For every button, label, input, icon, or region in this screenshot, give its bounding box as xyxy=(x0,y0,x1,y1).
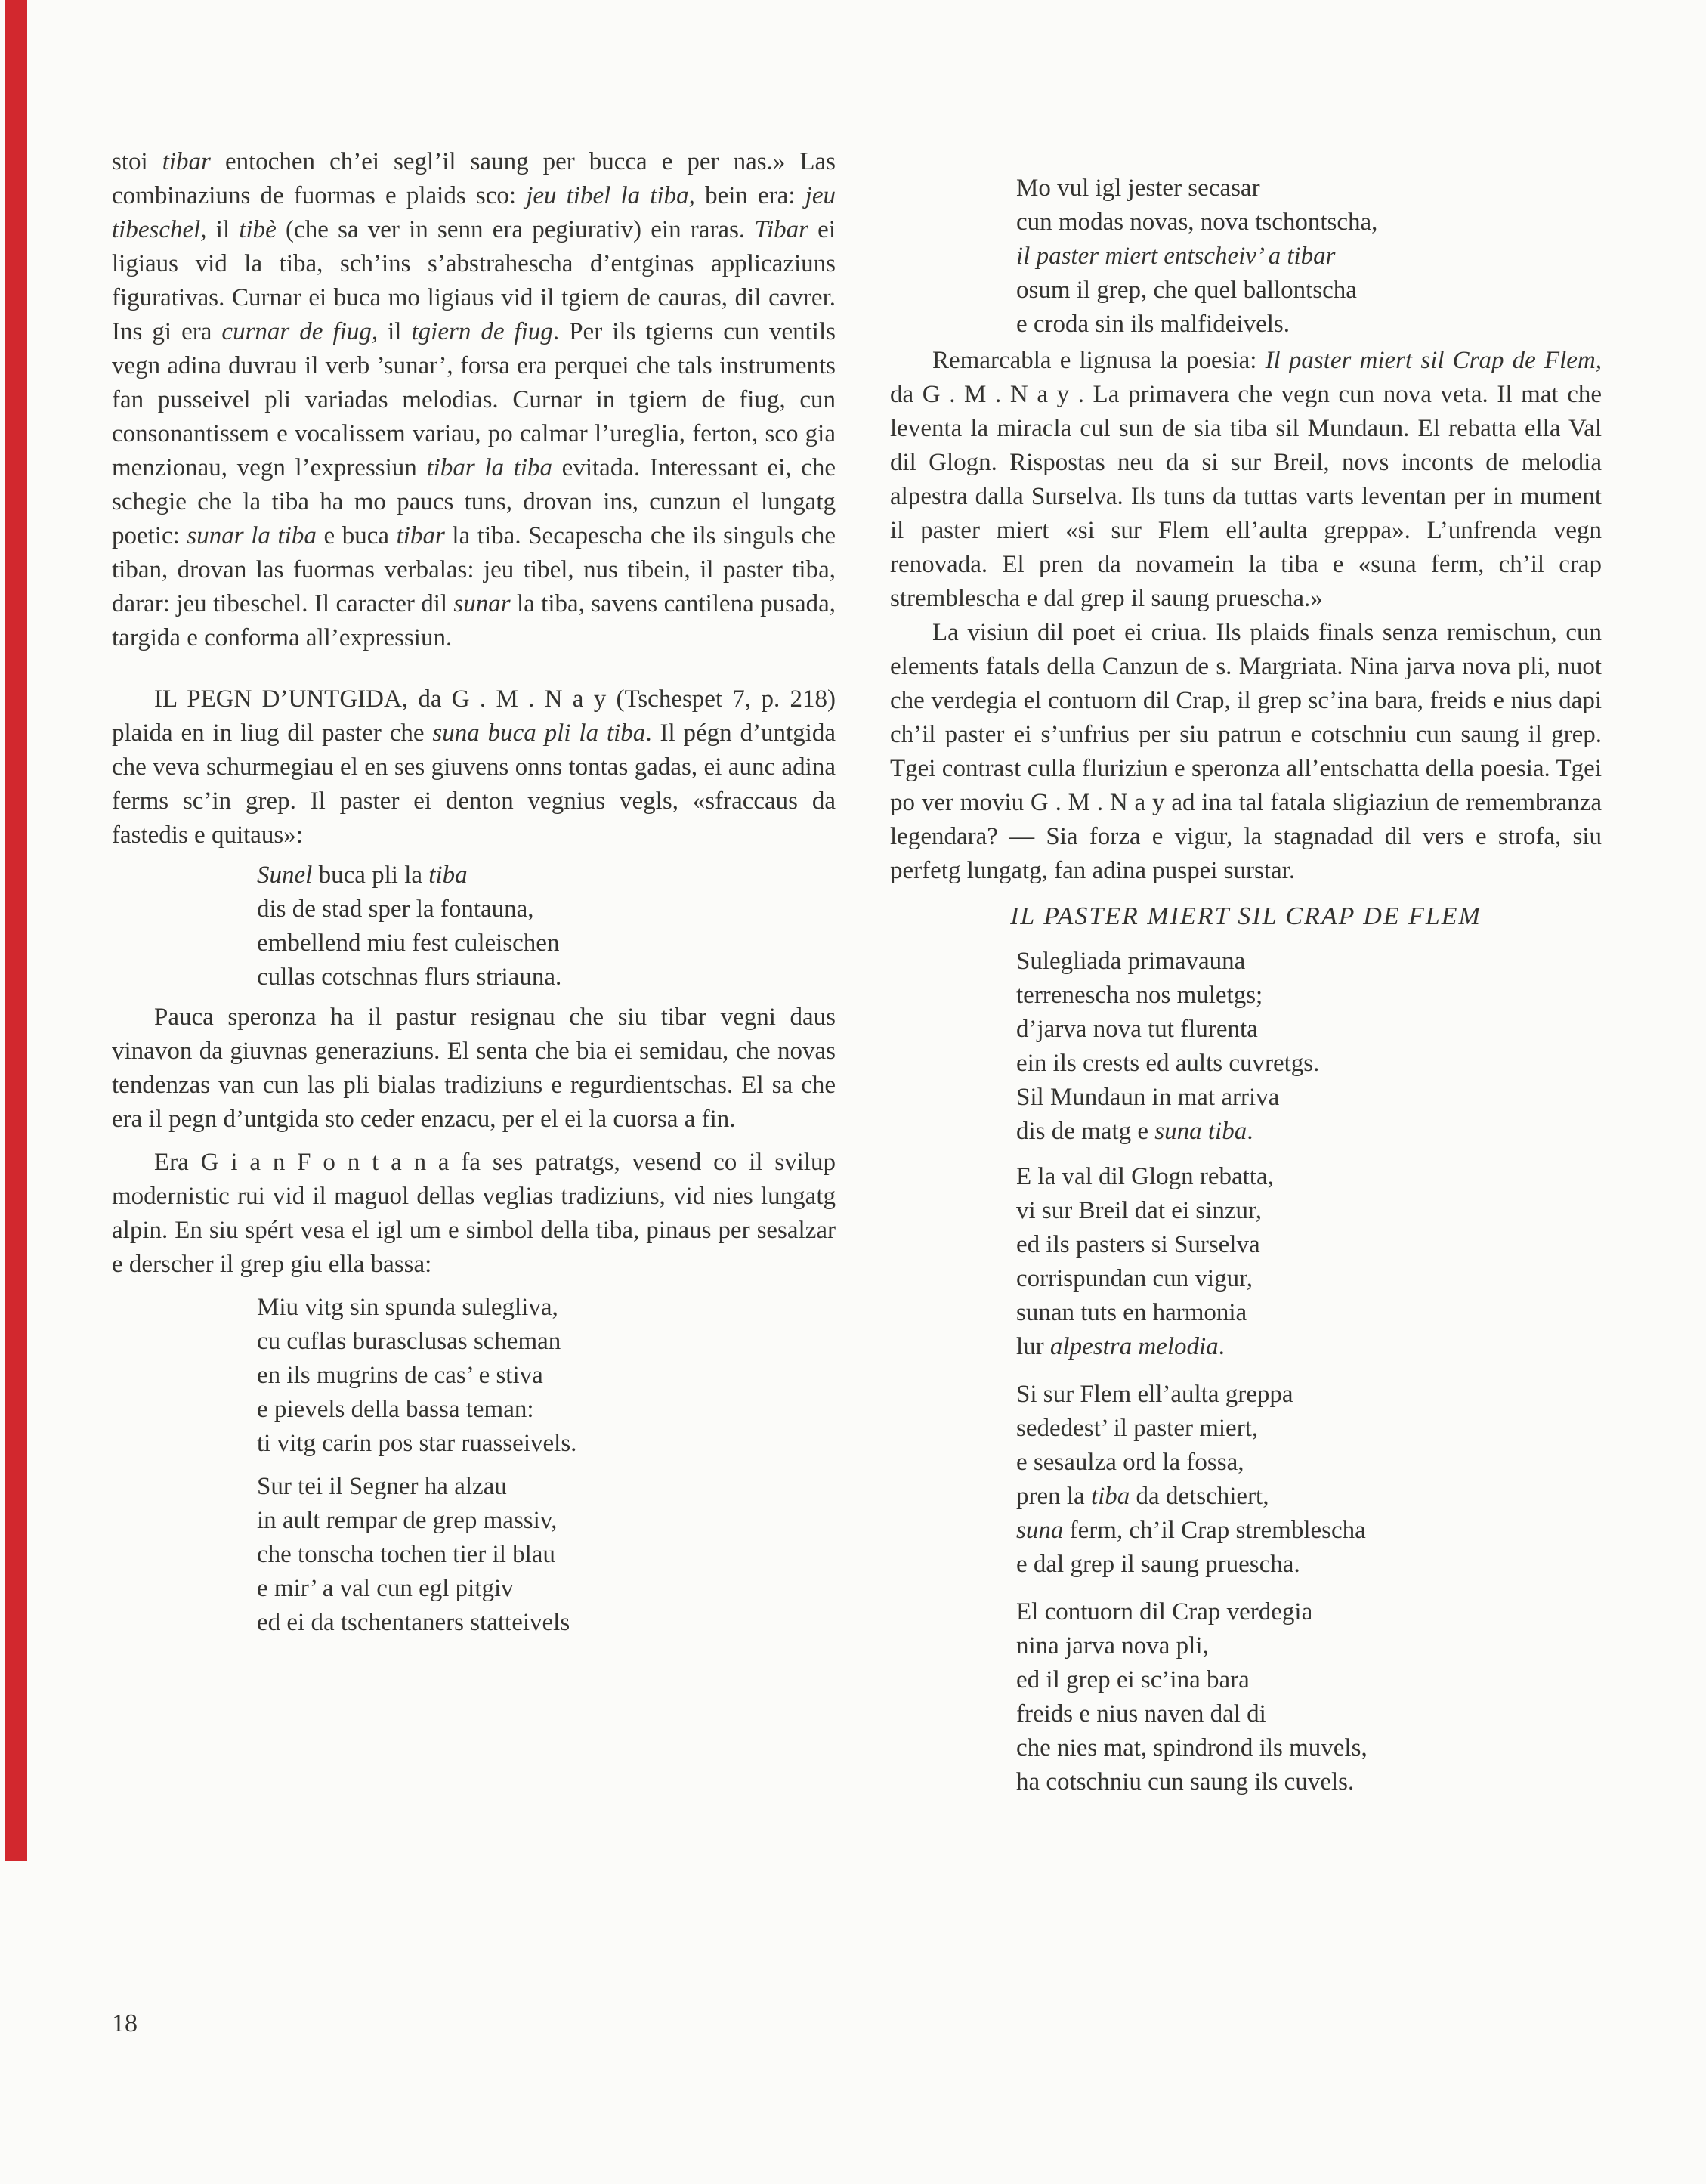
italic-text-run: curnar de fiug, xyxy=(221,318,379,345)
verse-line xyxy=(257,858,836,892)
text-run: da G . M . N a y . La primavera che vegn cun nova veta. Il mat che leventa la miracla cul sun de sia tiba sil Mundaun. El rebatta ella Val dil Glogn. Rispostas neu da si sur Breil, novs inconts de melodia alpestra dalla Surselva. Ils tuns da tuttas varts leventan per in mument il paster miert «si sur Flem ell’aulta greppa». L’unfrenda vegn renovada. El pren da novamein la tiba e «suna ferm, ch’il crap stremblescha e dal grep il saung pruescha.» xyxy=(890,381,1602,612)
verse-line xyxy=(1016,1480,1602,1514)
verse-stanza xyxy=(257,1291,836,1461)
verse-stanza xyxy=(1016,1160,1602,1364)
text-run: pren la xyxy=(1016,1483,1091,1510)
text-run: evitada. Interessant ei, che schegie che la tiba ha mo paucs tuns, drovan ins, cunzun el lungatg poetic: xyxy=(112,454,836,549)
text-run: buca pli la xyxy=(312,862,429,889)
text-run: osum il grep, che quel ballontscha xyxy=(1016,277,1357,304)
italic-text-run: suna tiba xyxy=(1154,1118,1247,1145)
text-run: cun modas novas, nova tschontscha, xyxy=(1016,209,1378,236)
text-run: sunan tuts en harmonia xyxy=(1016,1299,1247,1326)
verse-line xyxy=(1016,979,1602,1013)
verse-line xyxy=(1016,1514,1602,1548)
verse-line xyxy=(1016,1296,1602,1330)
text-run: . xyxy=(1247,1118,1253,1145)
text-run: vi sur Breil dat ei sinzur, xyxy=(1016,1197,1262,1224)
verse-line xyxy=(257,926,836,961)
text-run: (che sa ver in senn era pegiurativ) ein raras. xyxy=(276,216,755,243)
verse-stanza xyxy=(257,1470,836,1640)
text-run: e dal grep il saung pruescha. xyxy=(1016,1551,1300,1578)
verse-line xyxy=(1016,1228,1602,1262)
italic-text-run: tibar xyxy=(396,522,445,549)
italic-text-run: tibar xyxy=(162,148,211,175)
verse-line xyxy=(1016,1047,1602,1081)
text-run: Miu vitg sin spunda sulegliva, xyxy=(257,1294,558,1321)
text-run: dis de stad sper la fontauna, xyxy=(257,896,534,923)
paragraph xyxy=(890,344,1602,616)
verse-line xyxy=(257,1572,836,1606)
right-column xyxy=(890,145,1602,1799)
text-run: El contuorn dil Crap verdegia xyxy=(1016,1598,1313,1626)
text-run: . Il pégn d’untgida che veva schurmegiau el en ses giuvens onns tontas gadas, ei aunc adina ferms sc’in grep. Il paster ei denton vegnius vegls, «sfraccaus da fastedis e quitaus»: xyxy=(112,719,836,849)
text-run: e pievels della bassa teman: xyxy=(257,1396,534,1423)
verse-line xyxy=(1016,274,1602,308)
text-run: dis de matg e xyxy=(1016,1118,1155,1145)
verse-line xyxy=(1016,1013,1602,1047)
text-run: Era G i a n F o n t a n a fa ses patratgs, vesend co il svilup modernistic rui vid il maguol dellas veglias tradiziuns, vid nies lungatg alpin. En siu spért vesa el igl um e simbol della tiba, pinaus per sesalzar e derscher il grep giu ella bassa: xyxy=(112,1149,836,1278)
text-run: freids e nius naven dal di xyxy=(1016,1700,1266,1728)
text-run: in ault rempar de grep massiv, xyxy=(257,1507,558,1534)
verse-stanza xyxy=(1016,1595,1602,1799)
verse-line xyxy=(257,1470,836,1504)
red-margin-stripe xyxy=(5,0,27,1861)
italic-text-run: alpestra melodia xyxy=(1049,1333,1219,1360)
verse-line xyxy=(1016,1731,1602,1765)
italic-text-run: sunar la tiba xyxy=(187,522,317,549)
text-run: . xyxy=(1218,1333,1225,1360)
text-run: Sulegliada primavauna xyxy=(1016,948,1246,975)
italic-text-run: tibè xyxy=(239,216,277,243)
italic-text-run: tiba xyxy=(1090,1483,1130,1510)
verse-line xyxy=(257,1427,836,1461)
verse-line xyxy=(1016,1115,1602,1149)
paragraph xyxy=(890,616,1602,888)
text-run: che tonscha tochen tier il blau xyxy=(257,1541,555,1568)
text-run: ferm, ch’il Crap stremblescha xyxy=(1063,1517,1366,1544)
text-run: Mo vul igl jester secasar xyxy=(1016,175,1260,202)
verse-line xyxy=(1016,1595,1602,1629)
verse-line xyxy=(1016,1629,1602,1663)
text-run: embellend miu fest culeischen xyxy=(257,930,560,957)
verse-line xyxy=(1016,1160,1602,1194)
text-run: . Per ils tgierns cun ventils vegn adina duvrau il verb ’sunar’, forsa era perquei che tals instruments fan pusseivel pli variadas melodias. Curnar in tgiern de fiug, cun consonantissem e vocalissem variau, po calmar l’ureglia, ferton, sco gia menzionau, vegn l’expressiun xyxy=(112,318,836,481)
text-run: ed ils pasters si Surselva xyxy=(1016,1231,1260,1258)
text-run: Sil Mundaun in mat arriva xyxy=(1016,1084,1280,1111)
text-run: d’jarva nova tut flurenta xyxy=(1016,1016,1258,1043)
verse-line xyxy=(1016,1194,1602,1228)
italic-text-run: tgiern de fiug xyxy=(411,318,553,345)
text-run: il xyxy=(378,318,412,345)
italic-text-run: tibar la tiba xyxy=(426,454,553,481)
verse-line xyxy=(1016,945,1602,979)
verse-stanza xyxy=(257,858,836,995)
paragraph xyxy=(112,145,836,655)
verse-line xyxy=(257,1393,836,1427)
text-run: la tiba. Secapescha che ils singuls che tiban, drovan las fuormas verbalas: jeu tibel, nus tibein, il paster tiba, darar: jeu tibeschel. Il caracter dil xyxy=(112,522,836,617)
text-run: cullas cotschnas flurs striauna. xyxy=(257,964,562,991)
verse-line xyxy=(1016,1330,1602,1364)
italic-text-run: Sunel xyxy=(257,862,313,889)
text-run: la tiba, savens cantilena pusada, targida e conforma all’expressiun. xyxy=(112,590,836,651)
verse-line xyxy=(1016,240,1602,274)
page-number: 18 xyxy=(112,2009,138,2037)
italic-text-run: il paster miert entscheiv’ a tibar xyxy=(1016,243,1336,270)
italic-text-run: Tibar xyxy=(754,216,808,243)
text-run: e buca xyxy=(316,522,397,549)
poem-title xyxy=(890,899,1602,933)
paragraph xyxy=(112,682,836,852)
verse-line xyxy=(1016,1081,1602,1115)
verse-line xyxy=(1016,1548,1602,1582)
text-run: nina jarva nova pli, xyxy=(1016,1632,1209,1660)
text-run: La visiun dil poet ei criua. Ils plaids finals senza remischun, cun elements fatals della Canzun de s. Margriata. Nina jarva nova pli, nuot che verdegia el contuorn dil Crap, il grep sc’ina bara, freids e nius dapi ch’il paster ei s’unfrius per siu patrun e cotschniu cun saung il grep. Tgei contrast culla fluriziun e speronza all’entschatta della poesia. Tgei po ver moviu G . M . N a y ad ina tal fatala sligiaziun de remembranza legendara? — Sia forza e vigur, la stagnadad dil vers e strofa, siu perfetg lungatg, fan adina puspei surstar. xyxy=(890,619,1602,884)
text-run: da detschiert, xyxy=(1130,1483,1269,1510)
verse-line xyxy=(257,961,836,995)
text-run: ha cotschniu cun saung ils cuvels. xyxy=(1016,1768,1355,1796)
text-run: e sesaulza ord la fossa, xyxy=(1016,1449,1244,1476)
verse-stanza xyxy=(1016,945,1602,1149)
text-run: ed ei da tschentaners statteivels xyxy=(257,1609,570,1636)
text-run: ti vitg carin pos star ruasseivels. xyxy=(257,1430,577,1457)
text-run: Pauca speronza ha il pastur resignau che siu tibar vegni daus vinavon da giuvnas generaziuns. El senta che bia ei semidau, che novas tendenzas van cun las pli bialas tradiziuns e regurdientschas. El sa che era il pegn d’untgida sto ceder enzacu, per el ei la cuorsa a fin. xyxy=(112,1004,836,1133)
paragraph xyxy=(112,1146,836,1282)
verse-line xyxy=(1016,206,1602,240)
italic-text-run: sunar xyxy=(453,590,511,617)
verse-line xyxy=(1016,1378,1602,1412)
text-run: entochen ch’ei segl’il saung per bucca e per nas.» Las combinaziuns de fuormas e plaids sco: xyxy=(112,148,836,209)
verse-line xyxy=(1016,172,1602,206)
italic-text-run: IL PASTER MIERT SIL CRAP DE FLEM xyxy=(1010,902,1482,930)
text-run: e croda sin ils malfideivels. xyxy=(1016,311,1290,338)
verse-line xyxy=(257,892,836,926)
text-run: Si sur Flem ell’aulta greppa xyxy=(1016,1381,1293,1408)
text-run: stoi xyxy=(112,148,162,175)
italic-text-run: suna buca pli la tiba xyxy=(432,719,646,747)
verse-line xyxy=(1016,1412,1602,1446)
verse-line xyxy=(1016,1765,1602,1799)
text-run: che nies mat, spindrond ils muvels, xyxy=(1016,1734,1368,1762)
italic-text-run: jeu tibeschel, xyxy=(112,182,836,243)
verse-line xyxy=(257,1325,836,1359)
verse-line xyxy=(1016,1663,1602,1697)
text-run: e mir’ a val cun egl pitgiv xyxy=(257,1575,514,1602)
verse-line xyxy=(257,1504,836,1538)
verse-line xyxy=(1016,308,1602,342)
text-run: sededest’ il paster miert, xyxy=(1016,1415,1259,1442)
verse-stanza xyxy=(1016,172,1602,342)
italic-text-run: Il paster miert sil Crap de Flem, xyxy=(1265,347,1602,374)
text-run: Remarcabla e lignusa la poesia: xyxy=(932,347,1266,374)
text-run: Sur tei il Segner ha alzau xyxy=(257,1473,507,1500)
verse-line xyxy=(1016,1446,1602,1480)
verse-line xyxy=(257,1291,836,1325)
italic-text-run: suna xyxy=(1016,1517,1064,1544)
verse-stanza xyxy=(1016,1378,1602,1582)
text-run: cu cuflas burasclusas scheman xyxy=(257,1328,561,1355)
text-run: terrenescha nos muletgs; xyxy=(1016,982,1263,1009)
text-run: il xyxy=(206,216,240,243)
text-run: ei ligiaus vid la tiba, sch’ins s’abstrahescha d’entginas applicaziuns figurativas. Curnar ei buca mo ligiaus vid il tgiern de cauras, dil cavrer. Ins gi era xyxy=(112,216,836,345)
italic-text-run: jeu tibel la tiba, xyxy=(526,182,695,209)
italic-text-run: tiba xyxy=(428,862,468,889)
text-run: IL PEGN D’UNTGIDA, da G . M . N a y (Tschespet 7, p. 218) plaida en in liug dil paster che xyxy=(112,685,836,747)
verse-line xyxy=(1016,1262,1602,1296)
text-run: lur xyxy=(1016,1333,1050,1360)
verse-line xyxy=(257,1538,836,1572)
paragraph xyxy=(112,1001,836,1137)
verse-line xyxy=(1016,1697,1602,1731)
text-run: E la val dil Glogn rebatta, xyxy=(1016,1163,1274,1190)
text-run: en ils mugrins de cas’ e stiva xyxy=(257,1362,543,1389)
text-run: ein ils crests ed aults cuvretgs. xyxy=(1016,1050,1320,1077)
left-column xyxy=(112,145,836,1640)
verse-line xyxy=(257,1606,836,1640)
verse-line xyxy=(257,1359,836,1393)
text-run: corrispundan cun vigur, xyxy=(1016,1265,1253,1292)
text-run: ed il grep ei sc’ina bara xyxy=(1016,1666,1250,1694)
text-run: bein era: xyxy=(694,182,805,209)
